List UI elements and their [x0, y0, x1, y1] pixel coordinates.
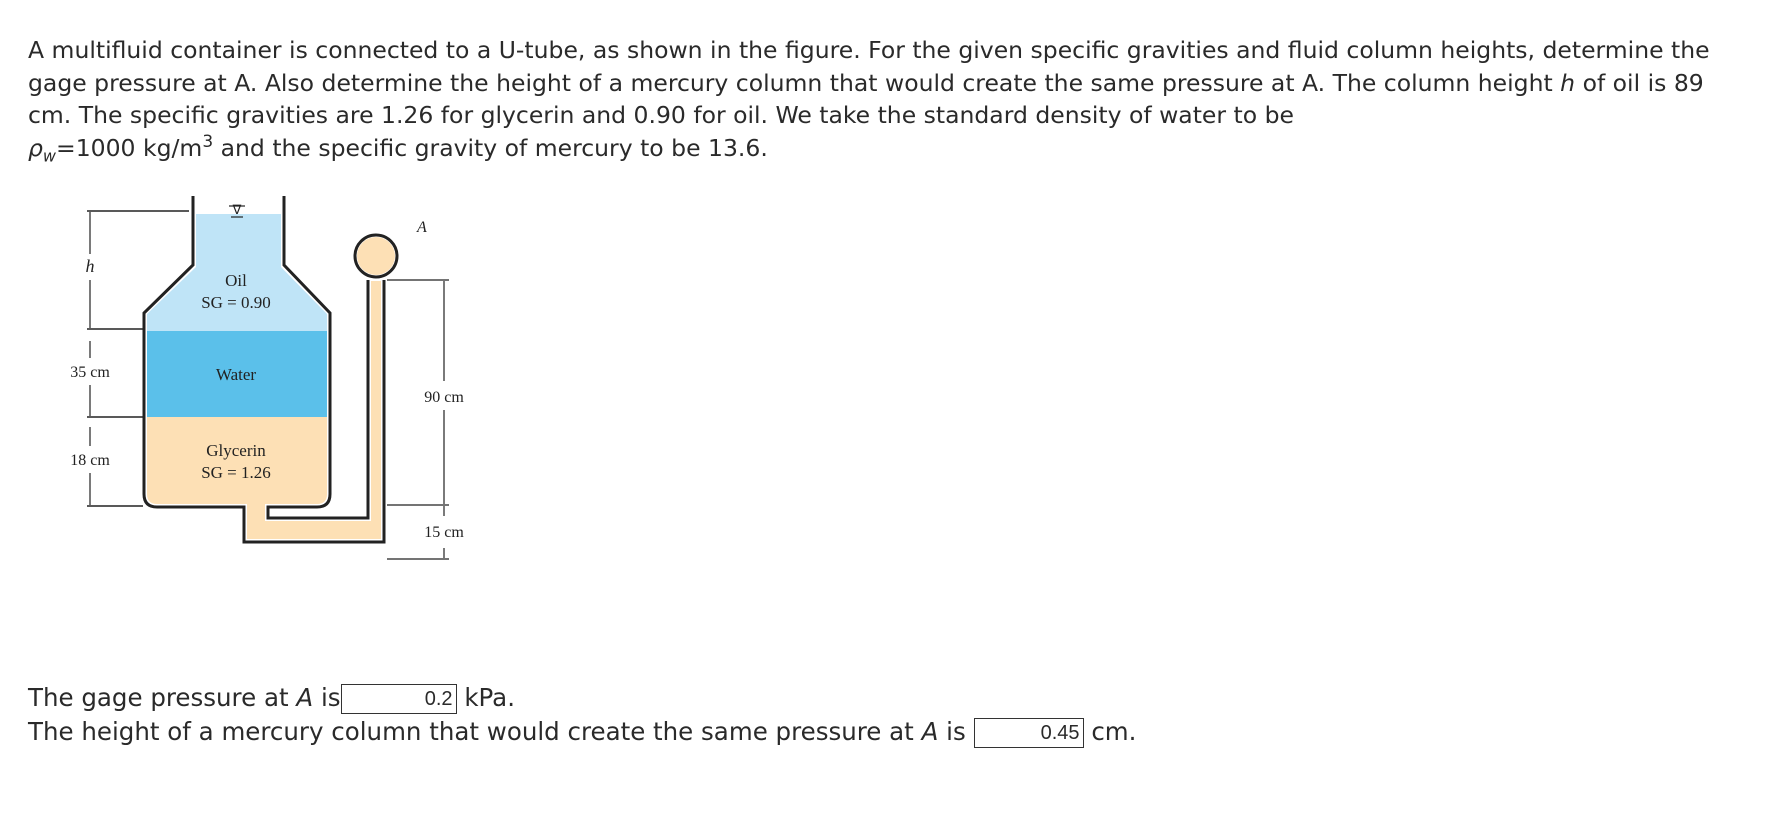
answer-row-mercury [28, 715, 1136, 749]
answer2-variable: A [921, 717, 939, 746]
bulb-fill [357, 237, 395, 275]
rho-symbol [28, 133, 57, 166]
point-a-label: A [417, 219, 427, 236]
glycerin-sg-label: SG = 1.26 [201, 463, 271, 482]
dim-tube-label: 90 cm [424, 389, 464, 406]
water-label: Water [215, 365, 257, 384]
answer1-variable: A [296, 683, 314, 712]
glycerin-label: Glycerin [206, 441, 266, 460]
dim-water-label: 35 cm [70, 364, 110, 381]
answer-row-pressure [28, 681, 1136, 715]
free-surface-icon: ∇ [232, 202, 242, 217]
oil-label: Oil [225, 271, 247, 290]
multifluid-figure [55, 202, 575, 644]
dim-glycerin-label: 18 cm [70, 452, 110, 469]
answer-section [28, 681, 1136, 749]
answer2-prefix: The height of a mercury column that would create the same pressure at [28, 717, 914, 746]
density-value: =1000 kg/m [56, 133, 203, 162]
h-label: h [85, 256, 95, 276]
density-exponent: 3 [202, 131, 214, 152]
answer1-is: is [320, 683, 341, 712]
answer1-unit: kPa. [464, 683, 515, 712]
pressure-answer-field[interactable]: 0.2 [341, 684, 457, 714]
dim-bottom-label: 15 cm [424, 524, 464, 541]
answer2-unit: cm. [1091, 717, 1137, 746]
glycerin-region [147, 417, 327, 504]
answer1-prefix: The gage pressure at [28, 683, 289, 712]
problem-text-part1: A multifluid container is connected to a U-tube, as shown in the figure. For the given specific gravities and fluid column heights, determine the gage pressure at A. Also determine the height of a mercury column that would create the same pressure at A. The column height [28, 36, 1710, 97]
problem-text-part4: and the specific gravity of mercury to be 13.6. [220, 133, 768, 162]
problem-text-part2: of oil is 89 cm. The specific gravities are 1.26 for glycerin and 0.90 for oil. We take the standard density of water to be [28, 68, 1704, 129]
rho-subscript: w [42, 146, 57, 166]
h-variable: h [1560, 68, 1576, 97]
mercury-height-answer-field[interactable]: 0.45 [974, 718, 1084, 748]
rho-letter: ρ [28, 133, 43, 162]
oil-sg-label: SG = 0.90 [201, 293, 271, 312]
answer2-is: is [946, 717, 966, 746]
problem-statement [28, 34, 1743, 173]
